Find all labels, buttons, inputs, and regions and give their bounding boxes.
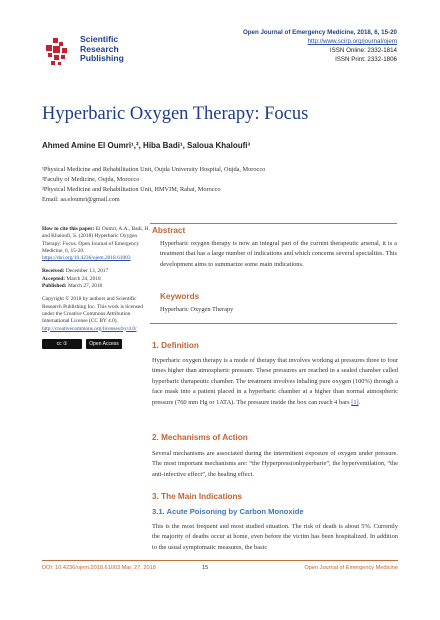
license-link[interactable]: http://creativecommons.org/licenses/by/4.0/ xyxy=(42,325,137,332)
publisher-logo-icon xyxy=(42,36,74,68)
received-label: Received: xyxy=(42,268,65,275)
section-2-text: Several mechanisms are associated during the intermittent exposure of oxygen under pressure. The most important mechanisms are: “the Hyperpressionhyperbarie”, the hyperventilation, “the anti-infective effect”, the healing effect. xyxy=(152,450,398,478)
affiliations xyxy=(42,165,265,205)
abstract-text: Hyperbaric oxygen therapy is now an integral part of the current therapeutic arsenal, it is a treatment that has a large number of indications and which concerns several specialties. This development aims to summarize some main indications. xyxy=(160,240,397,268)
published-label: Published: xyxy=(42,283,67,290)
journal-title: Open Journal of Emergency Medicine, 2018, 6, 15-20 xyxy=(242,29,397,36)
issn-online: ISSN Online: 2332-1814 xyxy=(329,47,397,54)
article-title: Hyperbaric Oxygen Therapy: Focus xyxy=(42,104,309,124)
author-email: Email: aa.eloumri@gmail.com xyxy=(42,196,120,203)
abstract-top-rule xyxy=(150,223,397,224)
keywords-text: Hyperbaric Oxygen Therapy xyxy=(160,306,234,313)
citation-block xyxy=(42,226,150,262)
affiliation-item: ²Faculty of Medicine, Oujda, Morocco xyxy=(42,176,140,183)
accepted-date: March 24, 2018 xyxy=(66,275,101,282)
section-3-1-heading: 3.1. Acute Poisoning by Carbon Monoxide xyxy=(152,507,304,516)
cite-doi-link[interactable]: https://doi.org/10.4236/ojem.2018.61003 xyxy=(42,255,131,262)
affiliation-item: ¹Physical Medicine and Rehabilitation Unit, Oujda University Hospital, Oujda, Morocco xyxy=(42,166,266,173)
cite-label: How to cite this paper: xyxy=(42,226,95,232)
section-1-text: Hyperbaric oxygen therapy is a mode of therapy that involves working at pressures three to four times higher than atmospheric pressure. These pressures are reached in a sealed chamber called hyperbaric therapeutic chamber. The treatment involves inhaling pure oxygen (100%) through a face mask into a patient placed in a hyperbaric chamber at a higher than normal atmospheric pressure (760 mm Hg or 1ATA). The pressure inside the box can reach 4 bars [1]. xyxy=(152,357,398,406)
open-access-badge[interactable]: Open Access xyxy=(86,339,122,349)
affiliation-item: ³Physical Medicine and Rehabilitation Unit, HMVIM, Rabat, Morocco xyxy=(42,186,221,193)
footer-rule xyxy=(42,560,398,561)
section-1-body: Hyperbaric oxygen therapy is a mode of therapy that involves working at pressures three to four times higher than atmospheric pressure. These pressures are reached in a sealed chamber called hyperbaric therapeutic chamber. The treatment involves inhaling pure oxygen (100%) through a face mask into a patient placed in a hyperbaric chamber at a higher than normal atmospheric pressure (760 mm Hg or 1ATA). The pressure inside the box can reach 4 bars xyxy=(152,357,398,406)
keywords-heading: Keywords xyxy=(160,292,200,301)
publisher-line: Scientific xyxy=(80,34,119,44)
journal-url-link[interactable]: http://www.scirp.org/journal/ojem xyxy=(307,38,397,45)
accepted-label: Accepted: xyxy=(42,275,66,282)
publisher-name xyxy=(80,35,124,64)
license-badges xyxy=(42,339,150,349)
footer-journal: Open Journal of Emergency Medicine xyxy=(304,565,398,571)
sidebar-info xyxy=(42,226,150,349)
publisher-line: Publishing xyxy=(80,53,124,63)
footer-doi: DOI: 10.4236/ojem.2018.61003 Mar. 27, 2018 xyxy=(42,565,156,571)
abstract-heading: Abstract xyxy=(152,226,186,235)
copyright-block xyxy=(42,296,150,332)
abstract-bottom-rule xyxy=(150,323,397,324)
copyright-text: Copyright © 2018 by authors and Scientific Research Publishing Inc. This work is licensed under the Creative Commons Attribution International License (CC BY 4.0). xyxy=(42,296,143,325)
cc-by-icon[interactable]: cc ① xyxy=(42,339,82,349)
section-3-heading: 3. The Main Indications xyxy=(152,492,243,501)
publisher-line: Research xyxy=(80,43,119,54)
issn-print: ISSN Print: 2332-1806 xyxy=(335,56,397,63)
section-2-heading: 2. Mechanisms of Action xyxy=(152,433,248,442)
section-1-heading: 1. Definition xyxy=(152,341,199,350)
cite-text: El Oumri, A.A., Badi, H. and Khaloufi, S. (2018) Hyperbaric Oxygen Therapy: Focus. Open Journal of Emergency Medicine, 6, 15-20. xyxy=(42,226,150,254)
page-number: 15 xyxy=(202,565,209,571)
dates-block xyxy=(42,268,150,290)
section-3-1-text: This is the most frequent and most studied situation. The risk of death is about 5%. Currently the majority of deaths occur at home, even before the victim has been hospitalized. In addition to the usual symptomatic measures, the basic xyxy=(152,523,398,551)
received-date: December 13, 2017 xyxy=(65,268,109,275)
article-authors: Ahmed Amine El Oumri¹,², Hiba Badi¹, Saloua Khaloufi³ xyxy=(42,141,251,150)
published-date: March 27, 2018 xyxy=(67,283,103,290)
journal-meta xyxy=(243,28,397,64)
reference-link[interactable]: [1] xyxy=(351,398,359,406)
